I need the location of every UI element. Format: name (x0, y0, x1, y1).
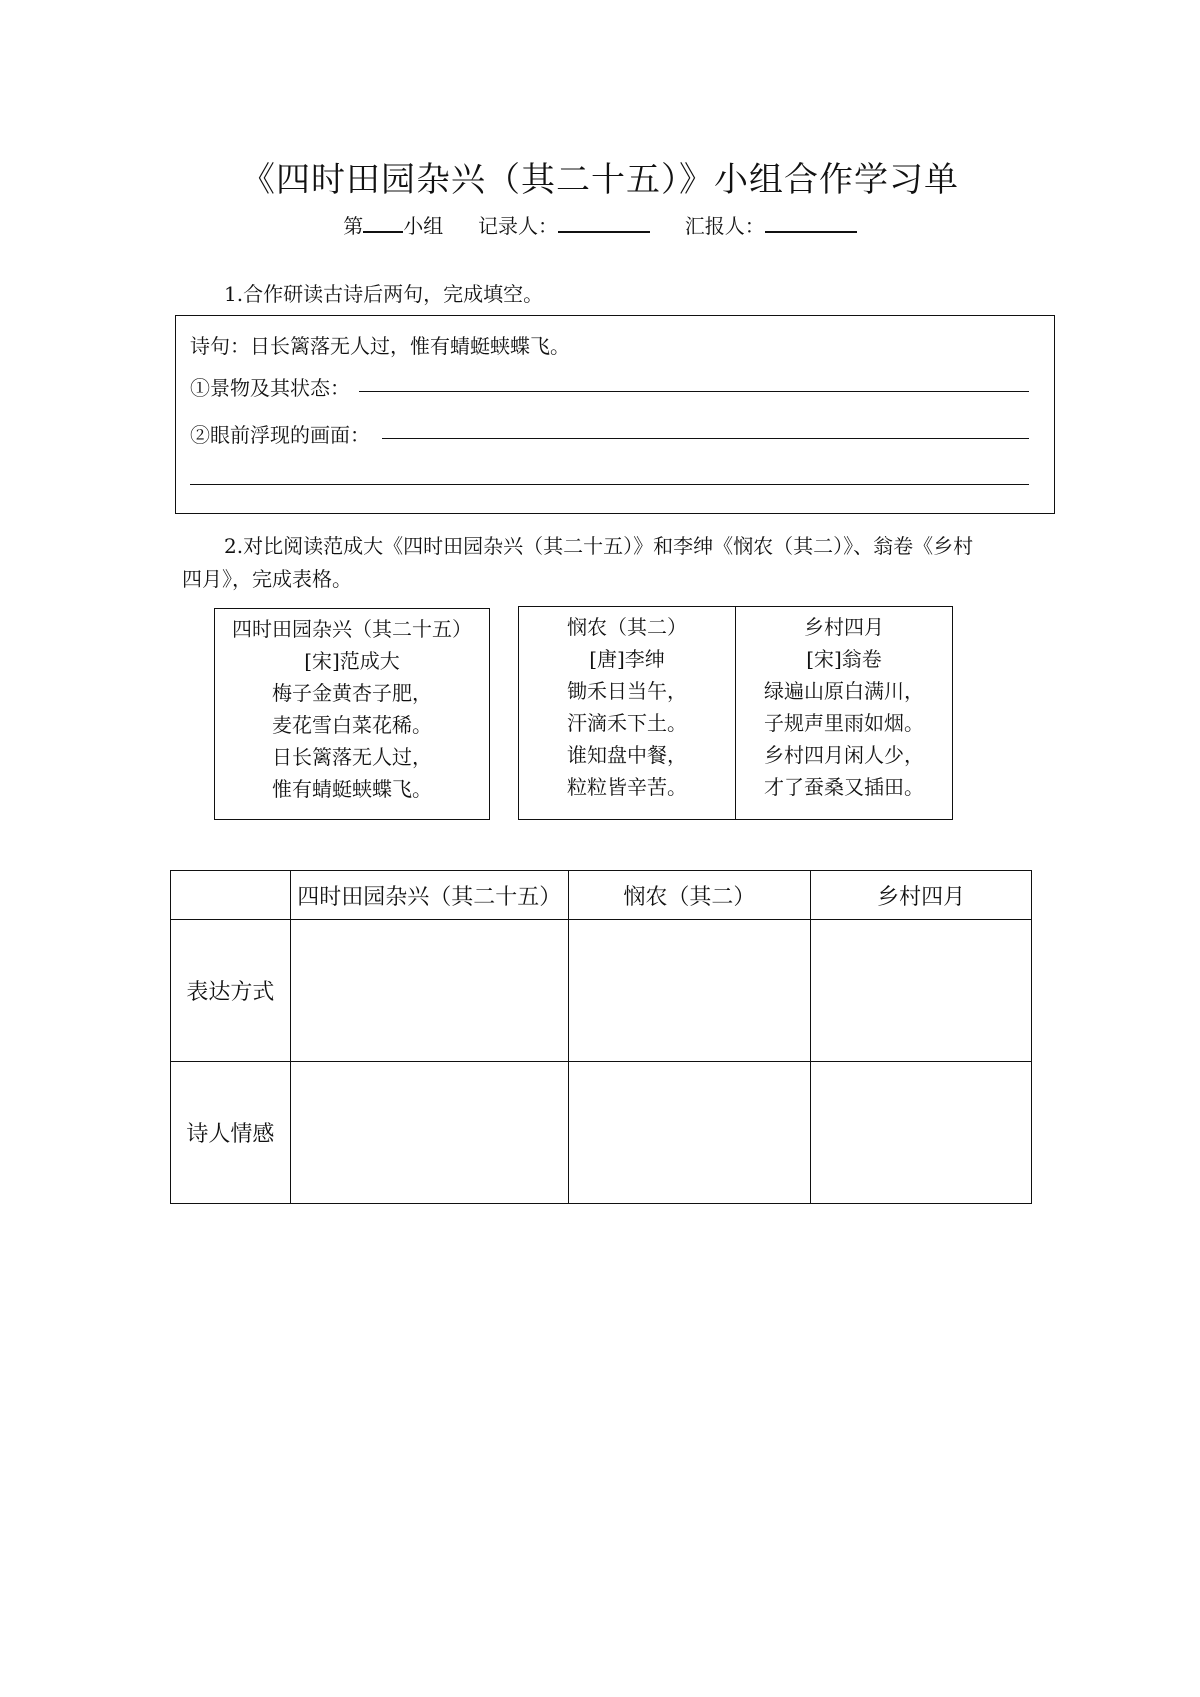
group-number-blank[interactable] (363, 213, 403, 233)
poem-verse: 惟有蜻蜓蛱蝶飞。 (272, 777, 432, 801)
poem-verse: 梅子金黄杏子肥， (272, 681, 432, 705)
poem-verse: 子规声里雨如烟。 (764, 711, 924, 735)
poem-box-2 (518, 606, 736, 820)
table-row (171, 920, 1032, 1062)
poem-box-1 (214, 608, 490, 820)
recorder-blank[interactable] (558, 213, 650, 233)
poem-verse: 麦花雪白菜花稀。 (272, 713, 432, 737)
table-header-cell: 悯农（其二） (568, 871, 811, 920)
recorder-label: 记录人： (478, 214, 558, 238)
table-row (171, 1062, 1032, 1204)
section2-instruction-line2: 四月》，完成表格。 (182, 567, 352, 591)
poem-verse: 锄禾日当午， (567, 679, 687, 703)
comparison-table (170, 870, 1032, 1204)
poem-verse: 谁知盘中餐， (567, 743, 687, 767)
q2-answer-line[interactable] (382, 438, 1029, 439)
reporter-blank[interactable] (765, 213, 857, 233)
q2-label: ②眼前浮现的画面： (190, 423, 370, 447)
poem-verse: 汗滴禾下土。 (567, 711, 687, 735)
answer-cell[interactable] (568, 1062, 811, 1204)
poem-verse: 日长篱落无人过， (272, 745, 432, 769)
group-prefix: 第 (343, 214, 364, 238)
answer-cell[interactable] (290, 1062, 568, 1204)
poem-title: 悯农（其二） (567, 615, 687, 639)
poem-verse: 粒粒皆辛苦。 (567, 775, 687, 799)
poem-verse: 才了蚕桑又插田。 (764, 775, 924, 799)
row-label-expression: 表达方式 (171, 920, 291, 1062)
poem-author: [宋]翁卷 (806, 647, 882, 671)
answer-cell[interactable] (568, 920, 811, 1062)
table-header-cell: 四时田园杂兴（其二十五） (290, 871, 568, 920)
q2-answer-line-2[interactable] (190, 484, 1029, 485)
answer-cell[interactable] (811, 920, 1032, 1062)
q1-label: ①景物及其状态： (190, 376, 350, 400)
poem-author: [唐]李绅 (589, 647, 665, 671)
answer-cell[interactable] (290, 920, 568, 1062)
poem-box-3 (735, 606, 953, 820)
reporter-label: 汇报人： (684, 214, 765, 238)
table-header-cell: 乡村四月 (811, 871, 1032, 920)
poem-verse: 乡村四月闲人少， (764, 743, 924, 767)
poem-title: 乡村四月 (804, 615, 884, 639)
poem-author: [宋]范成大 (304, 649, 400, 673)
q1-answer-line[interactable] (359, 391, 1029, 392)
section1-box (175, 315, 1055, 514)
answer-cell[interactable] (811, 1062, 1032, 1204)
group-suffix: 小组 (403, 214, 444, 238)
poem-verse: 绿遍山原白满川， (764, 679, 924, 703)
page-title: 《四时田园杂兴（其二十五）》小组合作学习单 (241, 160, 959, 200)
group-info-line (0, 210, 1200, 239)
section1-instruction: 1.合作研读古诗后两句，完成填空。 (224, 282, 544, 306)
table-corner-cell (171, 871, 291, 920)
poem-title: 四时田园杂兴（其二十五） (232, 617, 472, 641)
table-header-row (171, 871, 1032, 920)
poem-line: 诗句：日长篱落无人过，惟有蜻蜓蛱蝶飞。 (190, 334, 570, 358)
row-label-emotion: 诗人情感 (171, 1062, 291, 1204)
section2-instruction-line1: 2.对比阅读范成大《四时田园杂兴（其二十五）》和李绅《悯农（其二）》、翁卷《乡村 (224, 534, 974, 558)
